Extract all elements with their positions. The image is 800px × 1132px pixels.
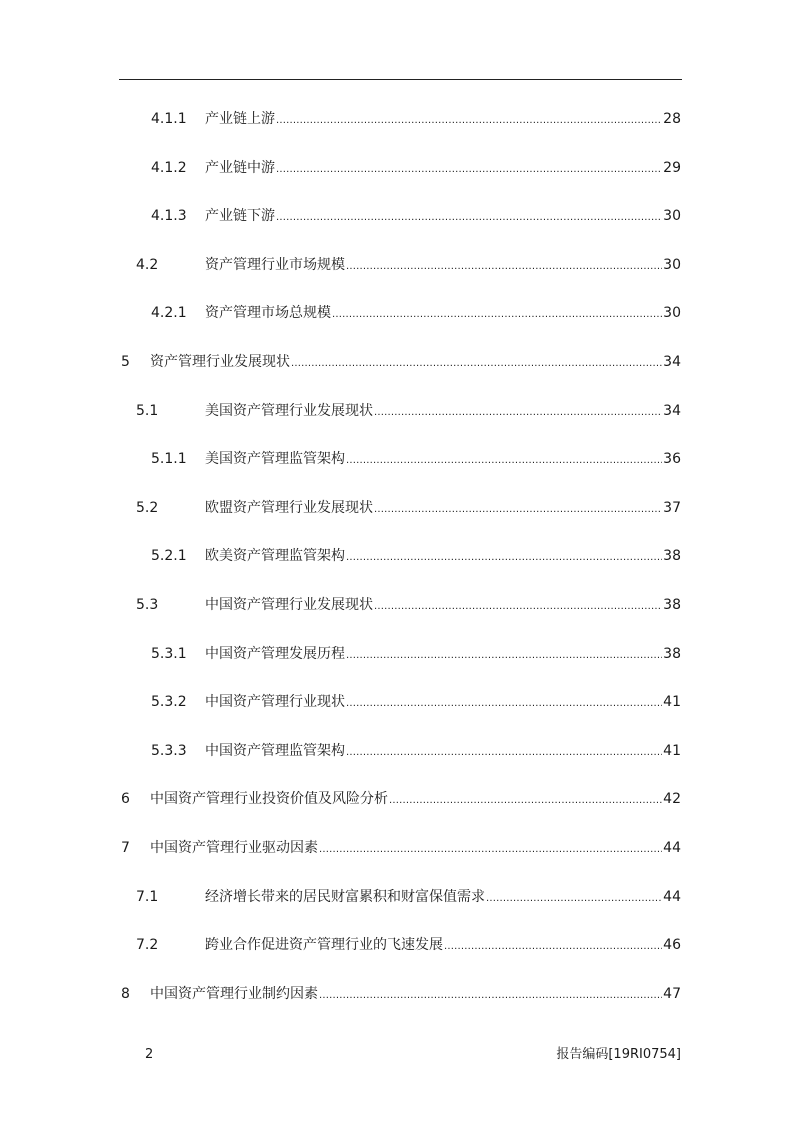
toc-entry[interactable] [151,740,681,762]
toc-entry-page: 38 [663,548,681,564]
toc-entry[interactable] [136,254,681,276]
toc-dot-leader [291,351,662,373]
toc-entry-page: 41 [663,743,681,759]
toc-entry[interactable] [151,302,681,324]
toc-entry[interactable] [136,886,681,908]
toc-entry-number: 5.3.3 [151,743,187,759]
toc-dot-leader [346,643,662,665]
toc-entry-page: 29 [663,160,681,176]
toc-entry-number: 4.1.3 [151,208,187,224]
toc-entry[interactable] [151,205,681,227]
toc-entry-number: 7 [121,840,130,856]
toc-entry[interactable] [151,448,681,470]
toc-dot-leader [374,497,662,519]
toc-entry-title: 资产管理行业发展现状 [150,354,290,370]
toc-entry-page: 37 [663,500,681,516]
toc-dot-leader [444,934,662,956]
toc-entry-number: 4.1.2 [151,160,187,176]
toc-entry-page: 28 [663,111,681,127]
toc-entry-title: 经济增长带来的居民财富累积和财富保值需求 [205,889,485,905]
toc-entry-page: 47 [663,986,681,1002]
toc-dot-leader [346,545,662,567]
toc-entry-number: 4.2 [136,257,159,273]
toc-entry-number: 5.1.1 [151,451,187,467]
toc-entry-page: 46 [663,937,681,953]
toc-dot-leader [374,594,662,616]
toc-entry-number: 5.2.1 [151,548,187,564]
toc-entry-title: 产业链下游 [205,208,275,224]
toc-entry-title: 美国资产管理行业发展现状 [205,403,373,419]
toc-entry-number: 6 [121,791,130,807]
toc-entry-page: 41 [663,694,681,710]
toc-entry[interactable] [151,691,681,713]
toc-entry-number: 4.2.1 [151,305,187,321]
toc-dot-leader [346,448,662,470]
toc-entry-number: 7.1 [136,889,159,905]
toc-entry[interactable] [136,400,681,422]
toc-entry-page: 30 [663,257,681,273]
toc-entry-number: 5.1 [136,403,159,419]
toc-entry-number: 5.3.1 [151,646,187,662]
toc-entry[interactable] [151,157,681,179]
toc-entry-page: 42 [663,791,681,807]
toc-entry-number: 5.3 [136,597,159,613]
toc-dot-leader [276,205,662,227]
toc-entry-title: 产业链中游 [205,160,275,176]
toc-entry-page: 44 [663,889,681,905]
toc-entry-title: 跨业合作促进资产管理行业的飞速发展 [205,937,443,953]
toc-entry-number: 5.3.2 [151,694,187,710]
toc-entry-page: 38 [663,597,681,613]
footer-page-number: 2 [145,1047,154,1062]
toc-entry-title: 产业链上游 [205,111,275,127]
toc-dot-leader [276,157,662,179]
footer-report-code: 报告编码[19RI0754] [556,1047,681,1062]
toc-entry-number: 8 [121,986,130,1002]
toc-entry-number: 7.2 [136,937,159,953]
toc-dot-leader [389,788,662,810]
toc-dot-leader [346,691,662,713]
toc-dot-leader [276,108,662,130]
toc-entry-page: 30 [663,305,681,321]
toc-entry-title: 中国资产管理发展历程 [205,646,345,662]
toc-entry-page: 34 [663,354,681,370]
toc-entry[interactable] [151,545,681,567]
toc-entry-title: 中国资产管理行业现状 [205,694,345,710]
toc-dot-leader [374,400,662,422]
toc-dot-leader [346,254,662,276]
toc-entry[interactable] [136,497,681,519]
toc-entry-title: 欧盟资产管理行业发展现状 [205,500,373,516]
toc-entry-title: 资产管理市场总规模 [205,305,331,321]
toc-dot-leader [319,837,662,859]
toc-entry-number: 5 [121,354,130,370]
toc-entry[interactable] [136,934,681,956]
toc-entry-number: 4.1.1 [151,111,187,127]
toc-entry-title: 中国资产管理监管架构 [205,743,345,759]
toc-entry-title: 美国资产管理监管架构 [205,451,345,467]
toc-entry[interactable] [121,837,681,859]
toc-entry-title: 中国资产管理行业制约因素 [150,986,318,1002]
toc-entry-page: 34 [663,403,681,419]
toc-entry-page: 36 [663,451,681,467]
toc-entry-page: 44 [663,840,681,856]
toc-entry[interactable] [151,108,681,130]
toc-dot-leader [486,886,662,908]
toc-entry-number: 5.2 [136,500,159,516]
toc-dot-leader [332,302,662,324]
toc-entry-title: 中国资产管理行业投资价值及风险分析 [150,791,388,807]
toc-entry[interactable] [121,351,681,373]
toc-entry-title: 资产管理行业市场规模 [205,257,345,273]
toc-entry[interactable] [121,983,681,1005]
toc-entry[interactable] [136,594,681,616]
toc-dot-leader [346,740,662,762]
toc-entry-title: 欧美资产管理监管架构 [205,548,345,564]
toc-dot-leader [319,983,662,1005]
toc-entry-page: 38 [663,646,681,662]
toc-entry-title: 中国资产管理行业发展现状 [205,597,373,613]
toc-entry[interactable] [121,788,681,810]
toc-entry-title: 中国资产管理行业驱动因素 [150,840,318,856]
toc-entry-page: 30 [663,208,681,224]
toc-entry[interactable] [151,643,681,665]
